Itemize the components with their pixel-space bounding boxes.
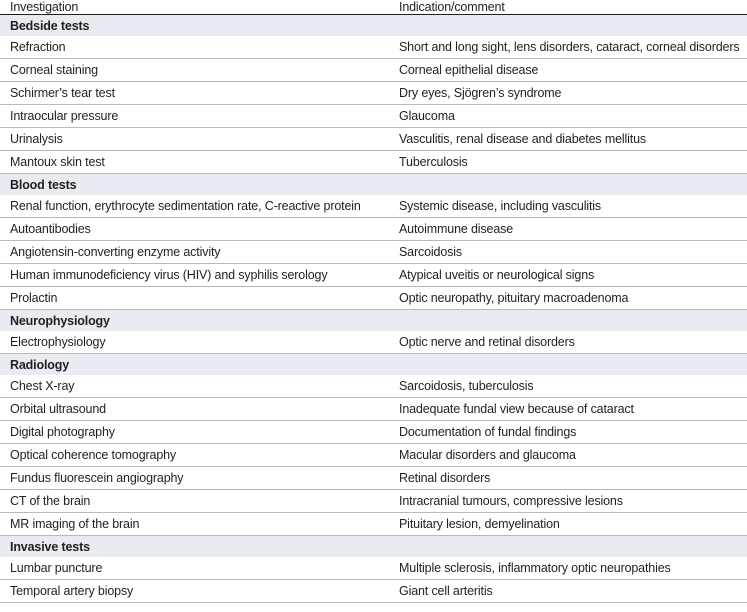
table-row (0, 105, 747, 128)
indication-cell: Optic nerve and retinal disorders (389, 331, 747, 354)
section-spacer (389, 310, 747, 332)
table-row (0, 287, 747, 310)
table-row (0, 580, 747, 603)
section-title: Invasive tests (0, 536, 389, 558)
table-row (0, 331, 747, 354)
investigation-cell: Fundus fluorescein angiography (0, 467, 389, 490)
indication-cell: Optic neuropathy, pituitary macroadenoma (389, 287, 747, 310)
table-row (0, 490, 747, 513)
section-title: Radiology (0, 354, 389, 376)
table-row (0, 151, 747, 174)
investigation-cell: Human immunodeficiency virus (HIV) and syphilis serology (0, 264, 389, 287)
section-spacer (389, 15, 747, 37)
indication-cell: Short and long sight, lens disorders, cataract, corneal disorders (389, 36, 747, 59)
investigation-cell: Chest X-ray (0, 375, 389, 398)
indication-cell: Intracranial tumours, compressive lesions (389, 490, 747, 513)
column-header-indication: Indication/comment (389, 0, 747, 15)
indication-cell: Giant cell arteritis (389, 580, 747, 603)
indication-cell: Retinal disorders (389, 467, 747, 490)
section-spacer (389, 536, 747, 558)
indication-cell: Tuberculosis (389, 151, 747, 174)
table-row (0, 36, 747, 59)
table-body (0, 15, 747, 603)
investigation-cell: Renal function, erythrocyte sedimentation rate, C-reactive protein (0, 195, 389, 218)
indication-cell: Corneal epithelial disease (389, 59, 747, 82)
section-row (0, 310, 747, 332)
table-header (0, 0, 747, 15)
section-title: Bedside tests (0, 15, 389, 37)
section-row (0, 15, 747, 37)
investigation-cell: MR imaging of the brain (0, 513, 389, 536)
indication-cell: Documentation of fundal findings (389, 421, 747, 444)
indication-cell: Macular disorders and glaucoma (389, 444, 747, 467)
column-header-investigation: Investigation (0, 0, 389, 15)
investigation-cell: Autoantibodies (0, 218, 389, 241)
section-title: Blood tests (0, 174, 389, 196)
section-spacer (389, 354, 747, 376)
section-row (0, 536, 747, 558)
indication-cell: Sarcoidosis (389, 241, 747, 264)
investigation-cell: Corneal staining (0, 59, 389, 82)
indication-cell: Vasculitis, renal disease and diabetes mellitus (389, 128, 747, 151)
investigation-cell: Optical coherence tomography (0, 444, 389, 467)
table-row (0, 218, 747, 241)
table-row (0, 264, 747, 287)
investigation-cell: Lumbar puncture (0, 557, 389, 580)
indication-cell: Glaucoma (389, 105, 747, 128)
indication-cell: Multiple sclerosis, inflammatory optic neuropathies (389, 557, 747, 580)
table-row (0, 444, 747, 467)
indication-cell: Pituitary lesion, demyelination (389, 513, 747, 536)
table-row (0, 241, 747, 264)
header-row (0, 0, 747, 15)
investigation-cell: Orbital ultrasound (0, 398, 389, 421)
investigation-cell: Electrophysiology (0, 331, 389, 354)
section-spacer (389, 174, 747, 196)
table-row (0, 421, 747, 444)
section-row (0, 354, 747, 376)
investigation-cell: Urinalysis (0, 128, 389, 151)
table-row (0, 59, 747, 82)
table-row (0, 375, 747, 398)
indication-cell: Atypical uveitis or neurological signs (389, 264, 747, 287)
table-row (0, 82, 747, 105)
table-row (0, 557, 747, 580)
table-row (0, 513, 747, 536)
indication-cell: Autoimmune disease (389, 218, 747, 241)
investigation-cell: Temporal artery biopsy (0, 580, 389, 603)
investigation-cell: CT of the brain (0, 490, 389, 513)
table-row (0, 398, 747, 421)
investigation-cell: Intraocular pressure (0, 105, 389, 128)
table-row (0, 195, 747, 218)
indication-cell: Dry eyes, Sjögren’s syndrome (389, 82, 747, 105)
indication-cell: Sarcoidosis, tuberculosis (389, 375, 747, 398)
investigation-cell: Prolactin (0, 287, 389, 310)
indication-cell: Systemic disease, including vasculitis (389, 195, 747, 218)
table-row (0, 128, 747, 151)
investigation-cell: Schirmer’s tear test (0, 82, 389, 105)
investigation-cell: Mantoux skin test (0, 151, 389, 174)
investigation-cell: Angiotensin-converting enzyme activity (0, 241, 389, 264)
indication-cell: Inadequate fundal view because of cataract (389, 398, 747, 421)
section-row (0, 174, 747, 196)
section-title: Neurophysiology (0, 310, 389, 332)
investigation-cell: Refraction (0, 36, 389, 59)
investigation-cell: Digital photography (0, 421, 389, 444)
table-row (0, 467, 747, 490)
